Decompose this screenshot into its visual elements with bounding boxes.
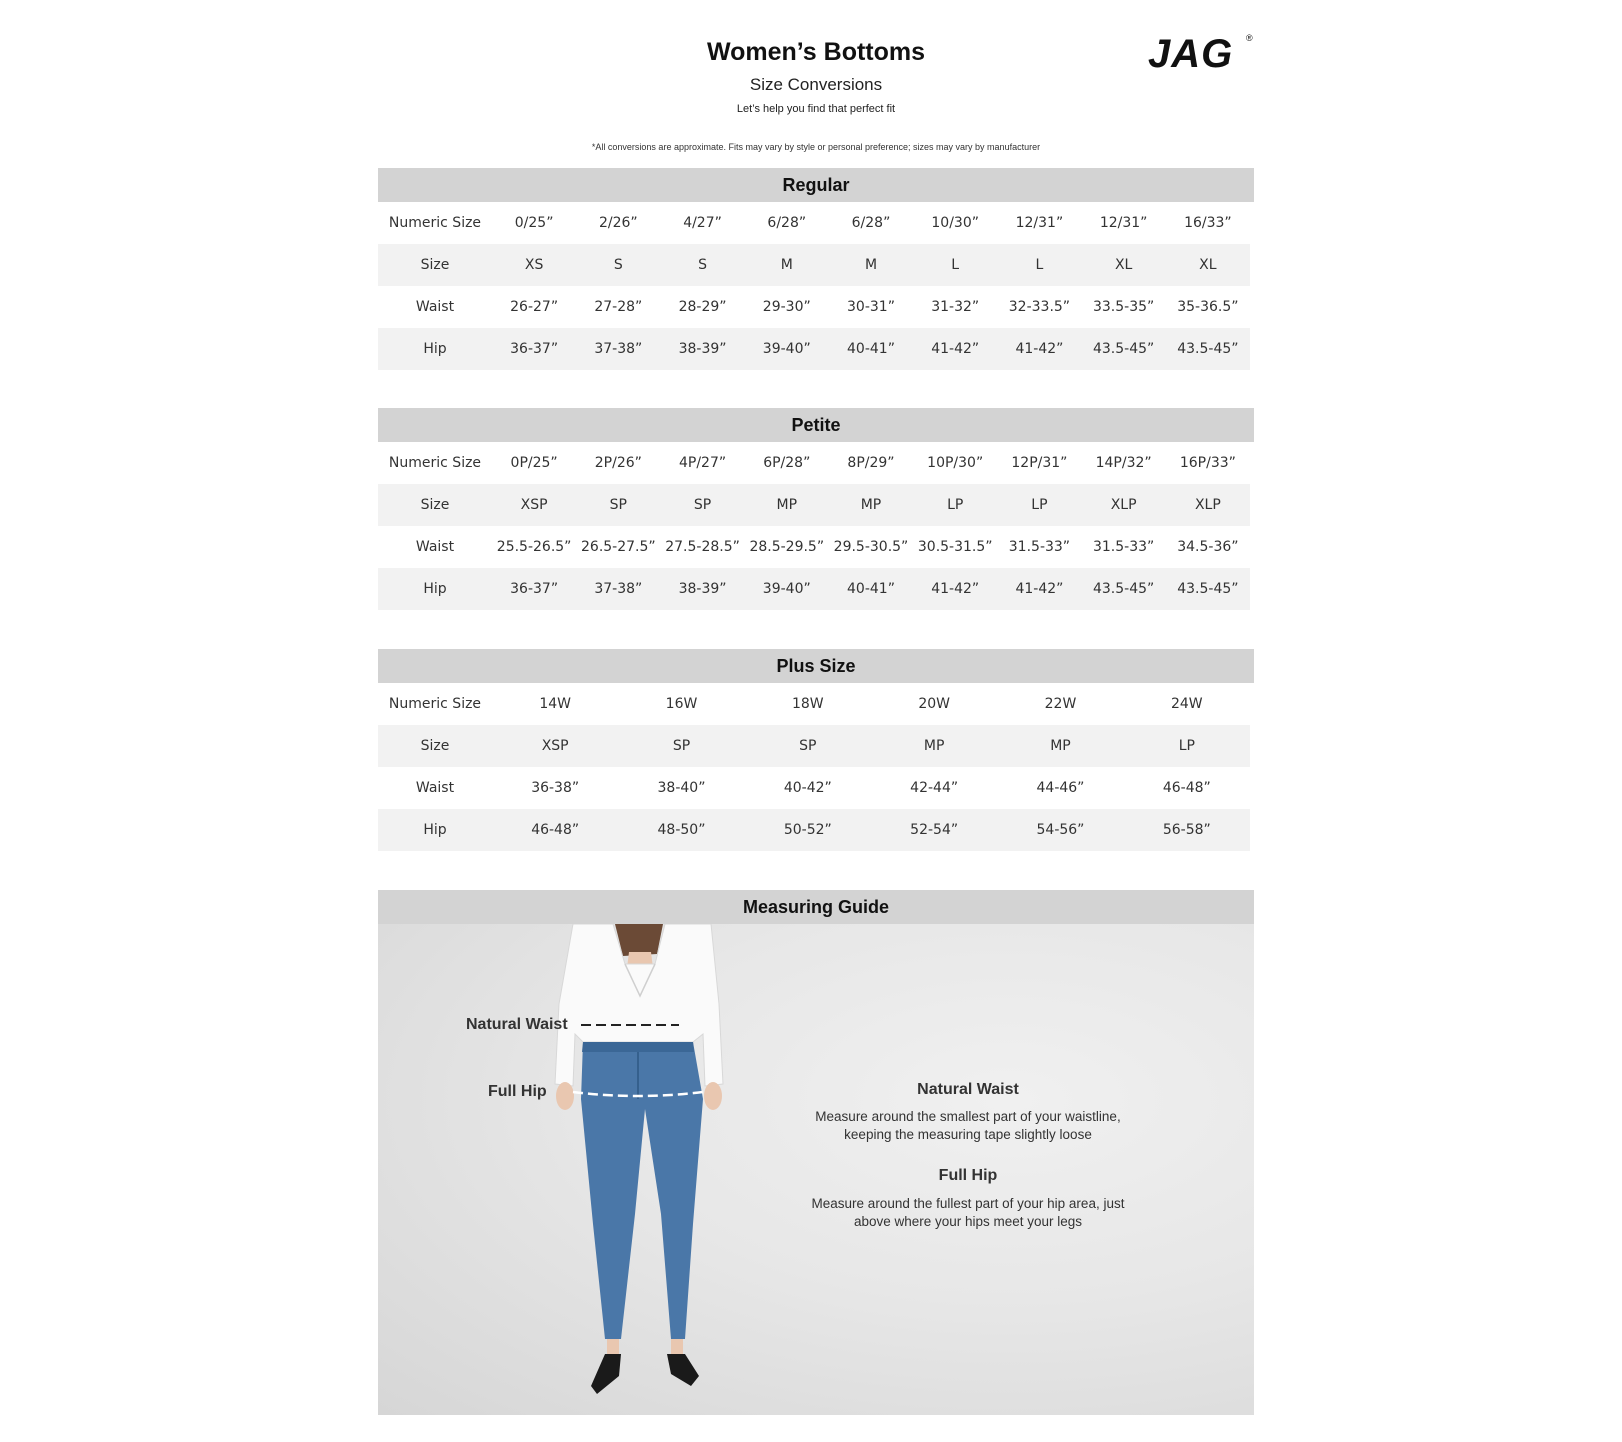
table-cell: 31-32” bbox=[931, 299, 980, 315]
right-shoe bbox=[667, 1354, 699, 1386]
table-cell: S bbox=[576, 244, 660, 286]
plus-title: Plus Size bbox=[378, 649, 1254, 683]
table-cell: 50-52” bbox=[745, 809, 871, 851]
table-cell: 4/27” bbox=[683, 215, 722, 231]
registered-mark: ® bbox=[1246, 33, 1253, 43]
table-cell: 35-36.5” bbox=[1177, 299, 1239, 315]
table-cell: MP bbox=[745, 484, 829, 526]
left-ankle bbox=[607, 1339, 619, 1355]
table-cell: SP bbox=[576, 484, 660, 526]
table-cell: 24W bbox=[1170, 696, 1203, 712]
hip-row bbox=[378, 809, 1250, 851]
table-cell: 16/33” bbox=[1184, 215, 1232, 231]
table-cell: 40-41” bbox=[829, 328, 913, 370]
regular-table bbox=[378, 202, 1250, 370]
guide-title: Measuring Guide bbox=[378, 890, 1254, 924]
waistband-shape bbox=[582, 1042, 694, 1052]
table-cell: 41-42” bbox=[913, 328, 997, 370]
hip-description-1: Measure around the fullest part of your hip area, just bbox=[811, 1196, 1125, 1211]
hip-row bbox=[378, 568, 1250, 610]
waist-row bbox=[378, 286, 1250, 328]
table-cell: 8P/29” bbox=[847, 455, 895, 471]
jeans-shape bbox=[581, 1042, 703, 1339]
table-cell: 18W bbox=[791, 696, 824, 712]
waist-row bbox=[378, 526, 1250, 568]
table-cell: 36-37” bbox=[492, 328, 576, 370]
table-cell: 38-39” bbox=[660, 568, 744, 610]
page-header bbox=[0, 0, 1622, 170]
table-cell: 36-38” bbox=[531, 780, 580, 796]
table-cell: 14P/32” bbox=[1095, 455, 1152, 471]
table-cell: 46-48” bbox=[1162, 780, 1211, 796]
table-cell: XLP bbox=[1166, 484, 1250, 526]
table-cell: 38-40” bbox=[657, 780, 706, 796]
table-cell: XS bbox=[492, 244, 576, 286]
waist-row bbox=[378, 767, 1250, 809]
row-label: Waist bbox=[415, 539, 455, 555]
table-cell: 25.5-26.5” bbox=[496, 539, 572, 555]
hair-shape bbox=[615, 924, 663, 956]
table-cell: 10P/30” bbox=[927, 455, 984, 471]
table-cell: L bbox=[913, 244, 997, 286]
table-cell: LP bbox=[913, 484, 997, 526]
petite-title: Petite bbox=[378, 408, 1254, 442]
left-shoe bbox=[591, 1354, 621, 1394]
table-cell: L bbox=[997, 244, 1081, 286]
table-cell: LP bbox=[997, 484, 1081, 526]
table-cell: XSP bbox=[492, 725, 618, 767]
table-cell: XL bbox=[1082, 244, 1166, 286]
table-cell: 12/31” bbox=[1015, 215, 1064, 231]
table-cell: 22W bbox=[1044, 696, 1077, 712]
brand-logo: JAG bbox=[1148, 32, 1234, 76]
table-cell: 43.5-45” bbox=[1082, 328, 1166, 370]
size-row bbox=[378, 725, 1250, 767]
waist-heading: Natural Waist bbox=[917, 1081, 1019, 1098]
table-cell: 38-39” bbox=[660, 328, 744, 370]
table-cell: 0P/25” bbox=[510, 455, 558, 471]
table-cell: 42-44” bbox=[910, 780, 959, 796]
table-cell: 54-56” bbox=[997, 809, 1123, 851]
row-label: Waist bbox=[415, 299, 455, 315]
regular-section bbox=[378, 168, 1254, 370]
petite-table bbox=[378, 442, 1250, 610]
table-cell: XLP bbox=[1082, 484, 1166, 526]
row-label: Size bbox=[378, 244, 492, 286]
hip-row bbox=[378, 328, 1250, 370]
hip-heading: Full Hip bbox=[938, 1167, 998, 1184]
table-cell: SP bbox=[618, 725, 744, 767]
table-cell: XL bbox=[1166, 244, 1250, 286]
table-cell: 33.5-35” bbox=[1092, 299, 1155, 315]
table-cell: 41-42” bbox=[997, 568, 1081, 610]
table-cell: 28-29” bbox=[678, 299, 727, 315]
right-hand bbox=[704, 1082, 722, 1110]
table-cell: 41-42” bbox=[913, 568, 997, 610]
size-row bbox=[378, 244, 1250, 286]
table-cell: 4P/27” bbox=[678, 455, 727, 471]
table-cell: 16P/33” bbox=[1179, 455, 1236, 471]
table-cell: 0/25” bbox=[514, 215, 554, 231]
table-cell: 40-41” bbox=[829, 568, 913, 610]
table-cell: 44-46” bbox=[1036, 780, 1085, 796]
table-cell: 46-48” bbox=[492, 809, 618, 851]
table-cell: MP bbox=[997, 725, 1123, 767]
table-cell: SP bbox=[660, 484, 744, 526]
plus-section bbox=[378, 649, 1254, 851]
row-label: Numeric Size bbox=[388, 455, 482, 471]
table-cell: 6/28” bbox=[767, 215, 807, 231]
table-cell: 10/30” bbox=[931, 215, 979, 231]
size-row bbox=[378, 484, 1250, 526]
table-cell: 37-38” bbox=[576, 568, 660, 610]
table-cell: M bbox=[829, 244, 913, 286]
plus-table bbox=[378, 683, 1250, 851]
table-cell: 43.5-45” bbox=[1082, 568, 1166, 610]
table-cell: 26-27” bbox=[510, 299, 559, 315]
row-label: Waist bbox=[415, 780, 455, 796]
waist-description-2: keeping the measuring tape slightly loose bbox=[844, 1127, 1092, 1142]
page-title: Women’s Bottoms bbox=[706, 38, 926, 66]
table-cell: S bbox=[660, 244, 744, 286]
table-cell: 40-42” bbox=[783, 780, 832, 796]
table-cell: 28.5-29.5” bbox=[749, 539, 825, 555]
table-cell: 39-40” bbox=[745, 568, 829, 610]
table-cell: 26.5-27.5” bbox=[581, 539, 656, 555]
table-cell: 31.5-33” bbox=[1008, 539, 1071, 555]
right-ankle bbox=[671, 1339, 683, 1355]
table-cell: 6/28” bbox=[851, 215, 891, 231]
table-cell: XSP bbox=[492, 484, 576, 526]
numeric-size-row bbox=[378, 683, 1250, 725]
table-cell: SP bbox=[745, 725, 871, 767]
table-cell: 6P/28” bbox=[763, 455, 811, 471]
row-label: Hip bbox=[378, 568, 492, 610]
row-label: Hip bbox=[378, 809, 492, 851]
table-cell: M bbox=[745, 244, 829, 286]
table-cell: LP bbox=[1124, 725, 1250, 767]
table-cell: 12/31” bbox=[1099, 215, 1148, 231]
table-cell: 20W bbox=[918, 696, 950, 712]
page-subtitle: Size Conversions bbox=[749, 75, 883, 94]
row-label: Numeric Size bbox=[388, 215, 482, 231]
numeric-size-row bbox=[378, 442, 1250, 484]
hip-description-2: above where your hips meet your legs bbox=[853, 1214, 1083, 1229]
measuring-guide bbox=[378, 890, 1254, 1415]
table-cell: 31.5-33” bbox=[1092, 539, 1155, 555]
table-cell: 2P/26” bbox=[594, 455, 642, 471]
table-cell: 37-38” bbox=[576, 328, 660, 370]
disclaimer: *All conversions are approximate. Fits may vary by style or personal preference; sizes may vary by manufacturer bbox=[591, 142, 1041, 152]
table-cell: 48-50” bbox=[618, 809, 744, 851]
table-cell: 52-54” bbox=[871, 809, 997, 851]
table-cell: 43.5-45” bbox=[1166, 328, 1250, 370]
row-label: Size bbox=[378, 484, 492, 526]
table-cell: 34.5-36” bbox=[1177, 539, 1239, 555]
regular-title: Regular bbox=[378, 168, 1254, 202]
table-cell: 27-28” bbox=[594, 299, 643, 315]
table-cell: 43.5-45” bbox=[1166, 568, 1250, 610]
table-cell: MP bbox=[829, 484, 913, 526]
waist-label: Natural Waist bbox=[466, 1016, 568, 1033]
table-cell: MP bbox=[871, 725, 997, 767]
table-cell: 30.5-31.5” bbox=[917, 539, 993, 555]
table-cell: 14W bbox=[539, 696, 571, 712]
table-cell: 29-30” bbox=[762, 299, 811, 315]
hip-label: Full Hip bbox=[488, 1083, 547, 1100]
petite-section bbox=[378, 408, 1254, 610]
row-label: Numeric Size bbox=[388, 696, 482, 712]
row-label: Size bbox=[378, 725, 492, 767]
table-cell: 16W bbox=[665, 696, 698, 712]
table-cell: 12P/31” bbox=[1011, 455, 1068, 471]
left-hand bbox=[556, 1082, 574, 1110]
table-cell: 30-31” bbox=[847, 299, 895, 315]
table-cell: 56-58” bbox=[1124, 809, 1250, 851]
table-cell: 36-37” bbox=[492, 568, 576, 610]
row-label: Hip bbox=[378, 328, 492, 370]
tagline: Let’s help you find that perfect fit bbox=[736, 103, 896, 115]
table-cell: 2/26” bbox=[598, 215, 638, 231]
table-cell: 29.5-30.5” bbox=[833, 539, 909, 555]
table-cell: 32-33.5” bbox=[1008, 299, 1071, 315]
waist-description-1: Measure around the smallest part of your waistline, bbox=[815, 1109, 1121, 1124]
table-cell: 39-40” bbox=[745, 328, 829, 370]
model-figure bbox=[553, 924, 753, 1414]
numeric-size-row bbox=[378, 202, 1250, 244]
table-cell: 41-42” bbox=[997, 328, 1081, 370]
table-cell: 27.5-28.5” bbox=[665, 539, 740, 555]
